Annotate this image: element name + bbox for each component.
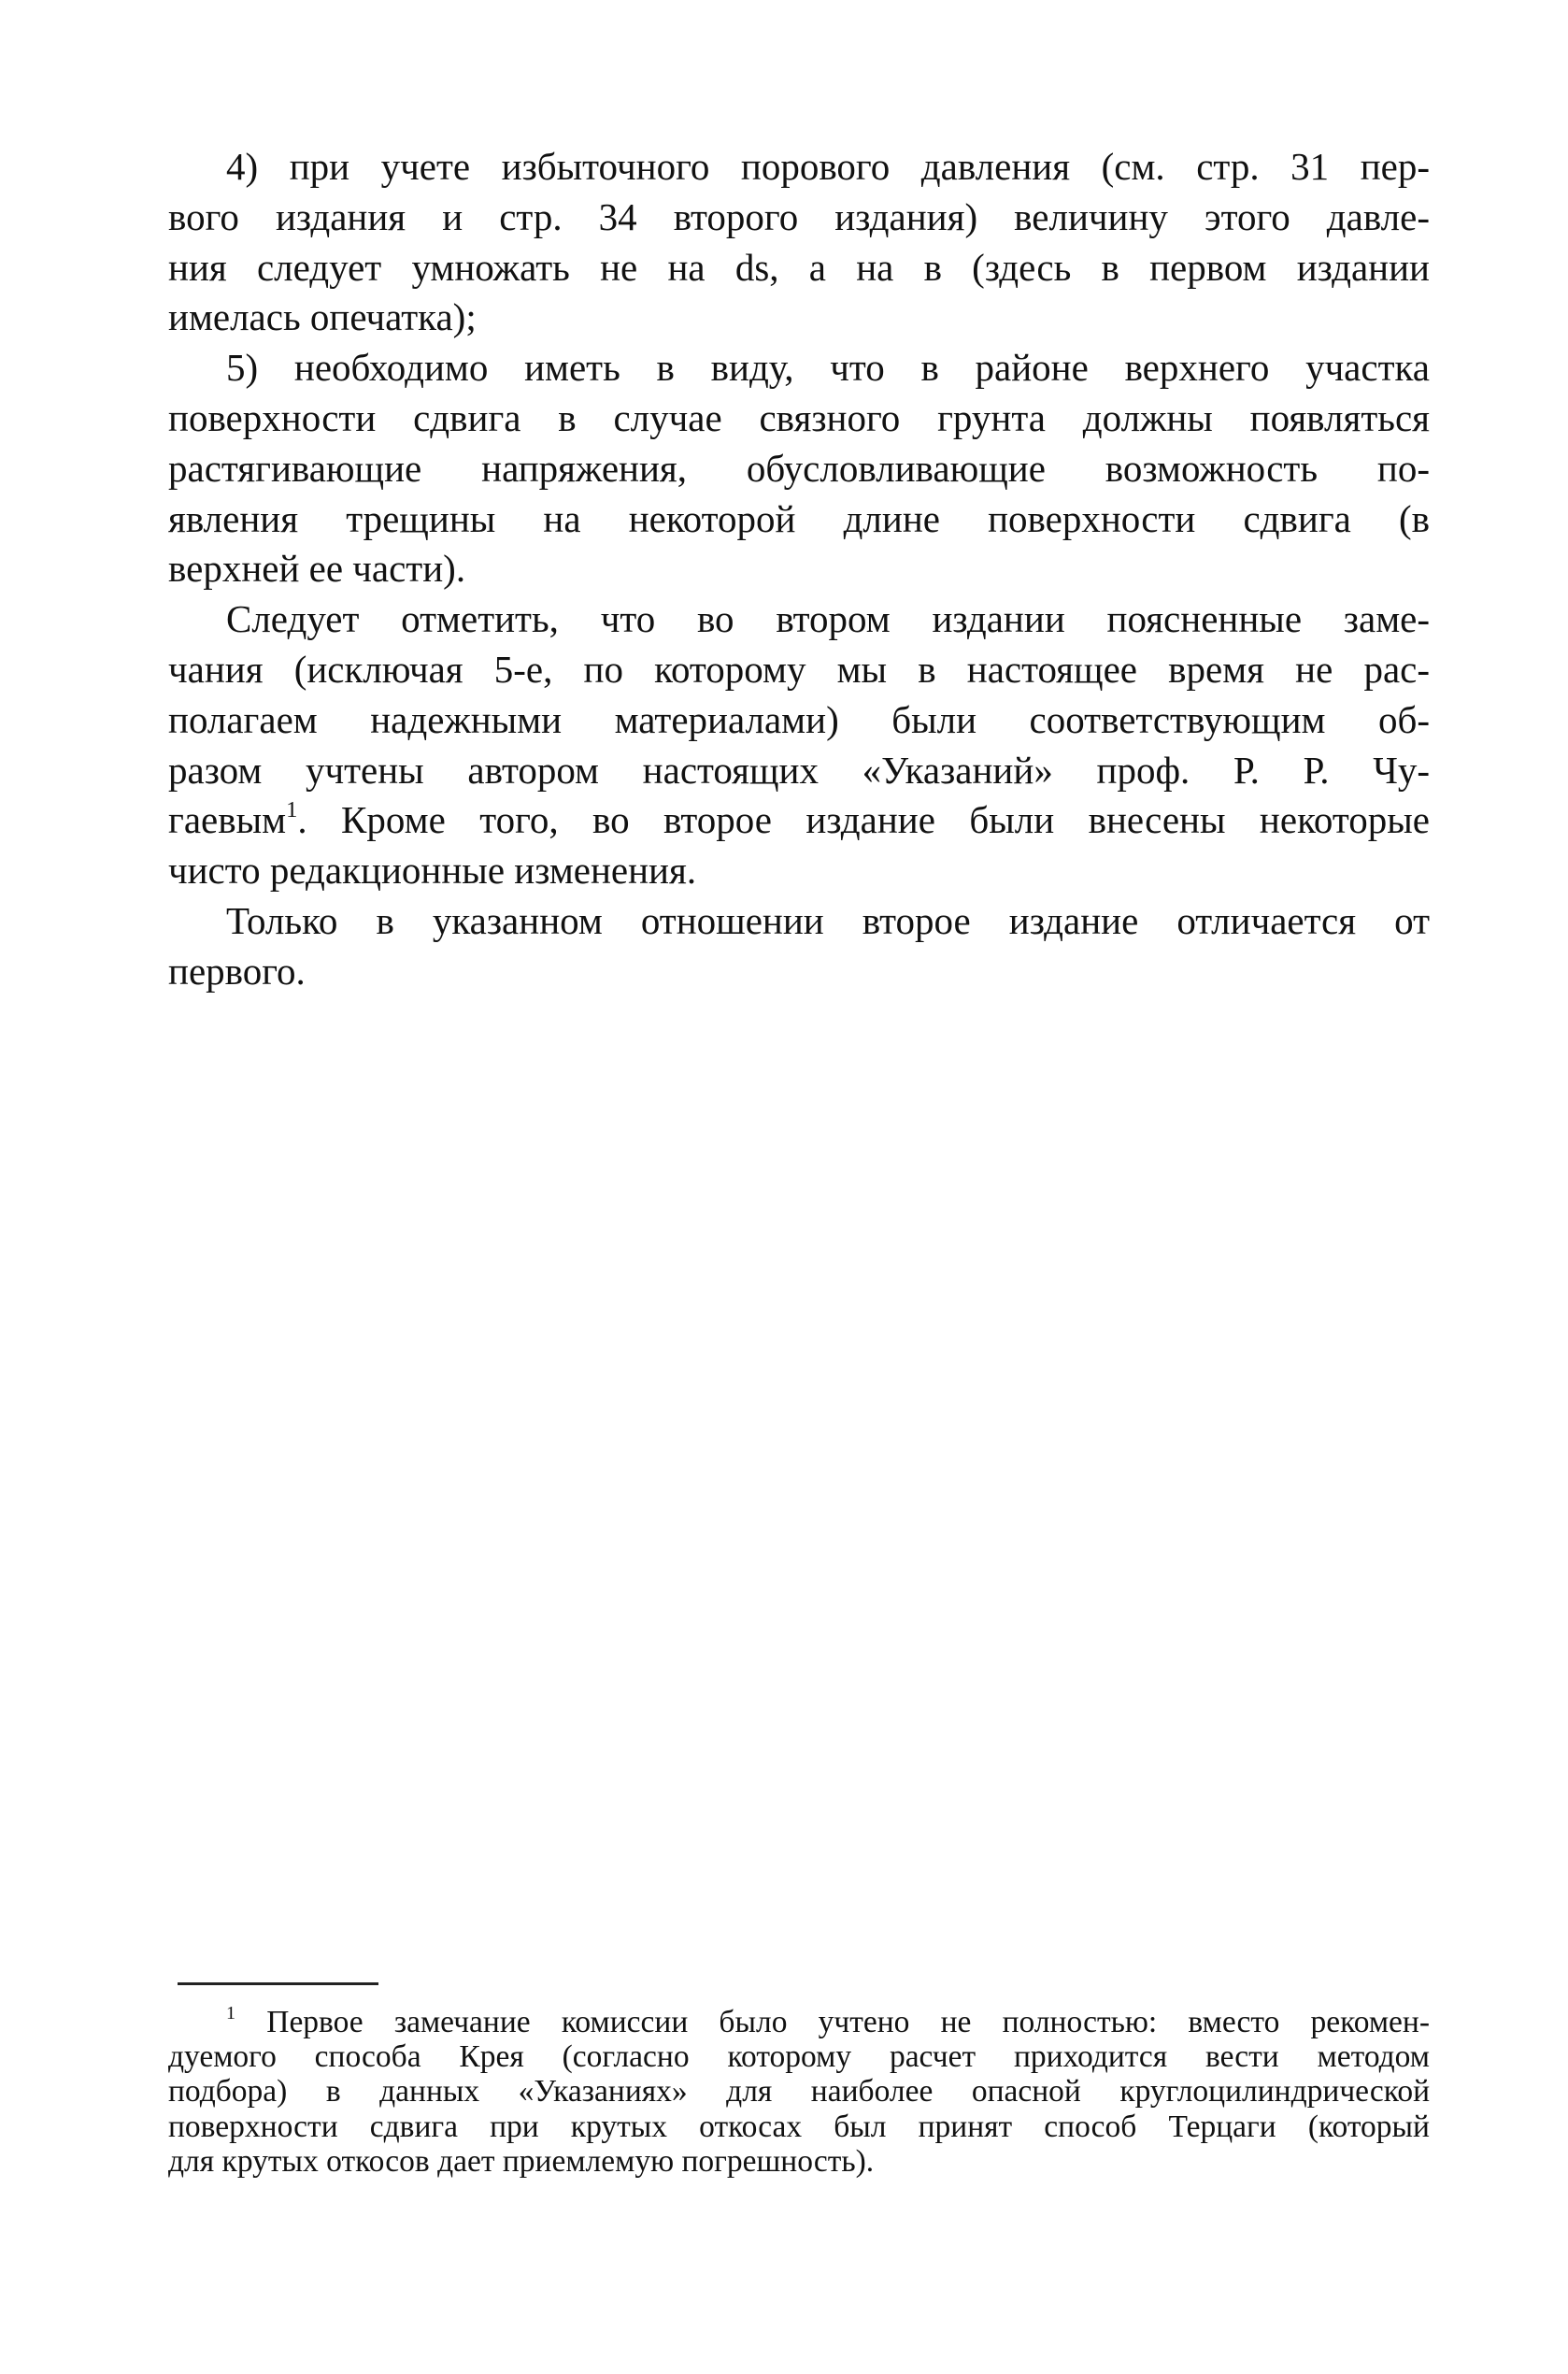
footnote-reference: 1 — [286, 797, 298, 823]
text-line: Только в указанном отношении второе издание отличается от — [226, 898, 1430, 942]
text-line: имелась опечатка); — [168, 295, 477, 339]
paragraph-item-5 — [168, 343, 1430, 594]
text-line: чания (исключая 5-е, по которому мы в настоящее время не рас- — [168, 647, 1430, 691]
text-line: 5) необходимо иметь в виду, что в районе верхнего участка — [226, 346, 1430, 390]
main-text — [168, 142, 1430, 997]
footnote-line: поверхности сдвига при крутых откосах был принят способ Терцаги (который — [168, 2109, 1430, 2144]
footnote-separator — [178, 1982, 378, 1985]
text-line: Следует отметить, что во втором издании поясненные заме- — [226, 597, 1430, 641]
text-line: вого издания и стр. 34 второго издания) величину этого давле- — [168, 194, 1430, 238]
paragraph-item-4 — [168, 142, 1430, 343]
text-line: растягивающие напряжения, обусловливающие возможность по- — [168, 446, 1430, 490]
text-line: разом учтены автором настоящих «Указаний» проф. Р. Р. Чу- — [168, 748, 1430, 792]
text-line-start: гаевым — [168, 798, 287, 842]
text-line: полагаем надежными материалами) были соответствующим об- — [168, 697, 1430, 741]
text-line: чисто редакционные изменения. — [168, 849, 697, 893]
text-line-end: . Кроме того, во второе издание были внесены некоторые — [297, 798, 1430, 842]
footnote — [168, 2002, 1430, 2179]
text-line: верхней ее части). — [168, 547, 466, 591]
footnote-line: дуемого способа Крея (согласно которому расчет приходится вести методом — [168, 2039, 1430, 2075]
text-line: поверхности сдвига в случае связного грунта должны появляться — [168, 395, 1430, 439]
footnote-line: подбора) в данных «Указаниях» для наиболее опасной круглоцилиндрической — [168, 2074, 1430, 2109]
text-line: 4) при учете избыточного порового давления (см. стр. 31 пер- — [226, 145, 1430, 188]
footnote-marker: 1 — [226, 2002, 236, 2024]
footnote-line-text: Первое замечание комиссии было учтено не полностью: вместо рекомен- — [266, 2005, 1430, 2039]
text-line: явления трещины на некоторой длине поверхности сдвига (в — [168, 496, 1430, 540]
paragraph-difference — [168, 896, 1430, 997]
text-line — [168, 795, 1430, 846]
paragraph-second-edition — [168, 594, 1430, 896]
footnote-line — [168, 2002, 1430, 2039]
text-line: ния следует умножать не на ds, а на в (здесь в первом издании — [168, 245, 1430, 289]
text-line: первого. — [168, 949, 306, 993]
footnote-line: для крутых откосов дает приемлемую погрешность). — [168, 2143, 875, 2179]
